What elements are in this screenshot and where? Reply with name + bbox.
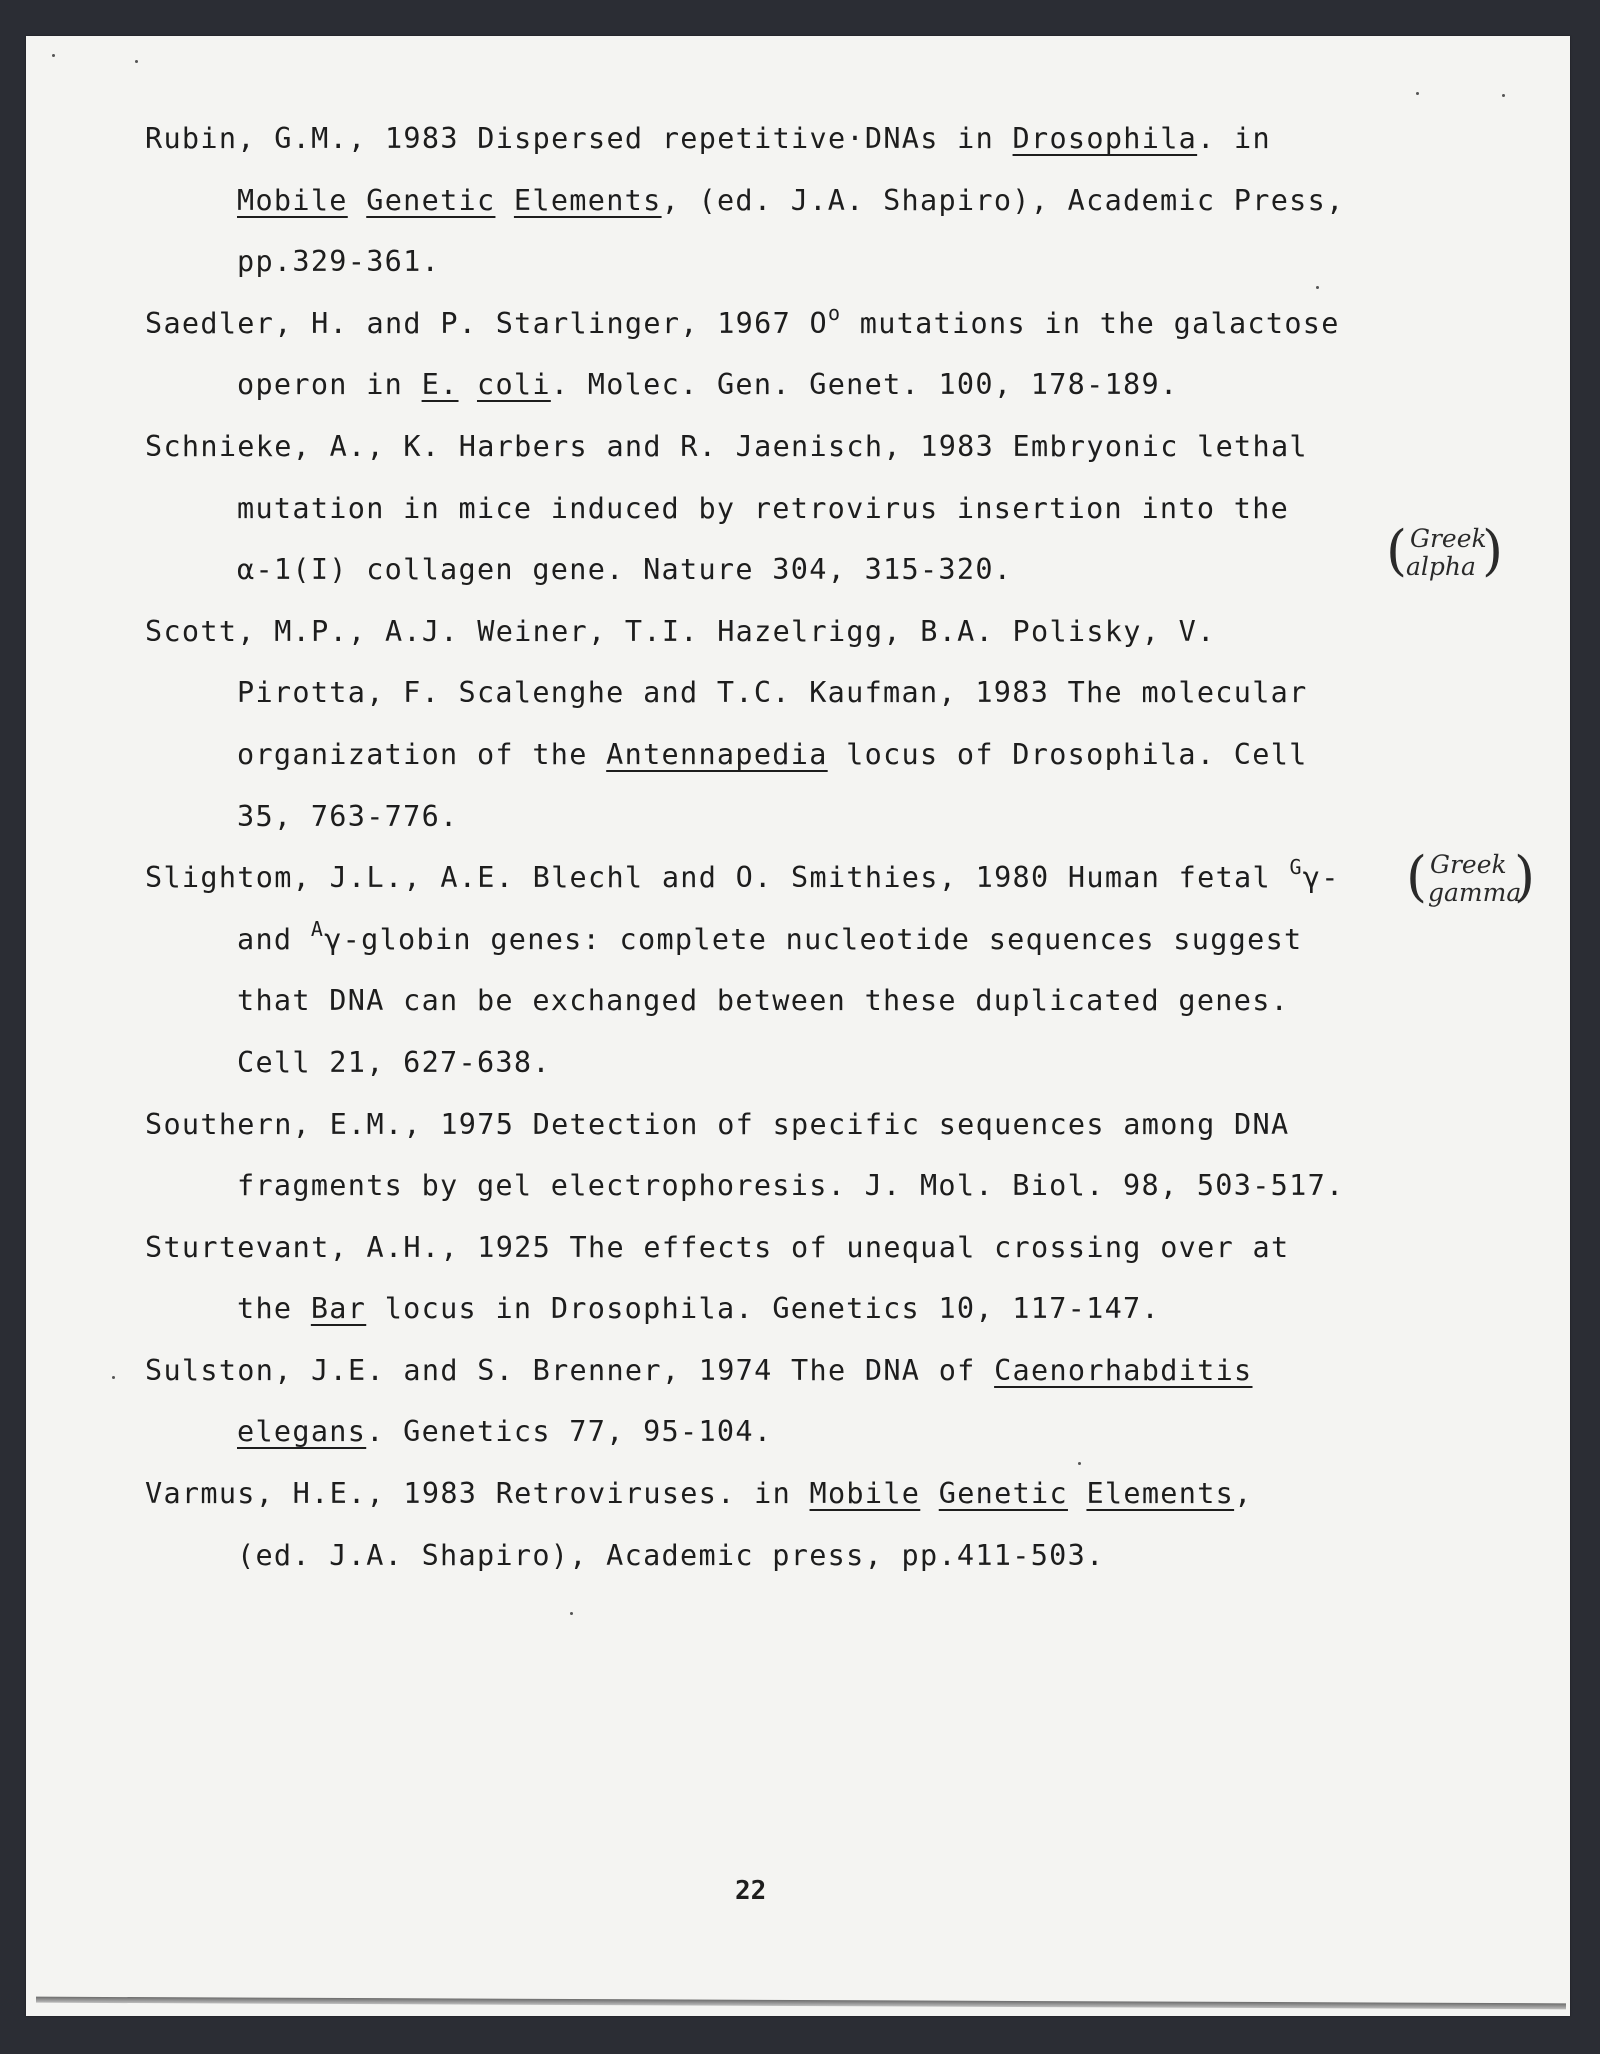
reference-text: Cell 21, 627-638. — [237, 1045, 551, 1079]
underlined-title-word: Bar — [310, 1292, 367, 1326]
reference-entry — [145, 293, 1445, 416]
reference-text — [495, 184, 513, 217]
reference-first-line — [145, 108, 1445, 170]
reference-text: Southern, E.M., 1975 Detection of specific sequences among DNA — [145, 1107, 1290, 1141]
underlined-title-word: Caenorhabditis — [994, 1353, 1253, 1387]
reference-text: Scott, M.P., A.J. Weiner, T.I. Hazelrigg, B.A. Polisky, V. — [145, 614, 1216, 648]
underlined-title-word: E. — [421, 368, 459, 402]
reference-continuation-line — [145, 909, 1445, 971]
reference-continuation-line — [145, 539, 1445, 601]
reference-continuation-line — [145, 970, 1445, 1032]
underlined-title-word: Drosophila — [1012, 122, 1198, 155]
reference-continuation-line — [145, 1278, 1445, 1340]
reference-first-line — [145, 1217, 1445, 1279]
note-paren-left: ( — [1386, 519, 1408, 582]
reference-entry — [145, 847, 1445, 1093]
reference-first-line — [145, 1463, 1445, 1525]
superscript: G — [1289, 855, 1303, 880]
reference-text — [1068, 1477, 1086, 1510]
reference-entry — [145, 1094, 1445, 1217]
reference-text — [459, 368, 477, 401]
reference-text: Sulston, J.E. and S. Brenner, 1974 The DNA of — [145, 1353, 995, 1387]
reference-continuation-line — [145, 786, 1445, 848]
reference-entry — [145, 1217, 1445, 1340]
reference-text: Slightom, J.L., A.E. Blechl and O. Smithies, 1980 Human fetal — [145, 861, 1290, 895]
superscript: o — [827, 300, 842, 325]
reference-continuation-line — [145, 231, 1445, 293]
reference-continuation-line — [145, 1032, 1445, 1094]
reference-entry — [145, 1463, 1445, 1586]
reference-text: γ- — [1302, 861, 1340, 895]
note-gamma-line1: Greek — [1430, 850, 1507, 879]
reference-first-line — [145, 416, 1445, 478]
paper-speck — [52, 54, 55, 57]
reference-text: Varmus, H.E., 1983 Retroviruses. in — [145, 1477, 810, 1511]
underlined-title-word: Elements — [513, 183, 662, 217]
reference-text: Pirotta, F. Scalenghe and T.C. Kaufman, 1983 The molecular — [237, 676, 1308, 710]
reference-continuation-line — [145, 354, 1445, 416]
reference-text: fragments by gel electrophoresis. J. Mol. Biol. 98, 503-517. — [237, 1169, 1345, 1203]
reference-first-line — [145, 293, 1445, 355]
underlined-title-word: Antennapedia — [606, 737, 828, 771]
reference-text: Rubin, G.M., 1983 Dispersed repetitive·DNAs in — [145, 122, 1013, 155]
note-alpha-line1: Greek — [1410, 524, 1487, 553]
paper-speck — [1416, 92, 1419, 95]
reference-first-line — [145, 601, 1445, 663]
reference-text: (ed. J.A. Shapiro), Academic press, pp.411-503. — [237, 1538, 1105, 1572]
reference-continuation-line — [145, 662, 1445, 724]
paper-speck — [1078, 1462, 1081, 1465]
reference-text: organization of the — [237, 737, 607, 771]
reference-text: . Molec. Gen. Genet. 100, 178-189. — [550, 368, 1179, 402]
note-gamma-line2: gamma — [1428, 878, 1522, 907]
reference-entry — [145, 601, 1445, 847]
reference-text: . Genetics 77, 95-104. — [366, 1415, 773, 1449]
reference-text: that DNA can be exchanged between these duplicated genes. — [237, 984, 1290, 1018]
reference-text — [920, 1477, 938, 1510]
reference-text: the — [237, 1292, 311, 1326]
underlined-title-word: Elements — [1086, 1477, 1235, 1511]
paper-speck — [1502, 94, 1505, 97]
note-paren-right: ) — [1482, 519, 1504, 582]
reference-continuation-line — [145, 1155, 1445, 1217]
reference-text: Saedler, H. and P. Starlinger, 1967 O — [145, 306, 828, 340]
reference-first-line — [145, 847, 1445, 909]
reference-text: , (ed. J.A. Shapiro), Academic Press, — [661, 183, 1345, 217]
note-paren-right: ) — [1514, 845, 1536, 908]
underlined-title-word: Genetic — [938, 1477, 1068, 1511]
reference-first-line — [145, 1094, 1445, 1156]
note-paren-left: ( — [1406, 845, 1428, 908]
note-alpha-line2: alpha — [1406, 552, 1476, 581]
reference-text: Schnieke, A., K. Harbers and R. Jaenisch, 1983 Embryonic lethal — [145, 429, 1308, 463]
reference-text: locus in Drosophila. Genetics 10, 117-147. — [366, 1292, 1160, 1326]
reference-list — [145, 108, 1445, 1586]
reference-entry — [145, 1340, 1445, 1463]
reference-continuation-line — [145, 478, 1445, 540]
underlined-title-word: Mobile — [809, 1477, 921, 1511]
underlined-title-word: Genetic — [366, 183, 496, 217]
superscript: A — [310, 916, 325, 941]
paper-speck — [135, 60, 138, 63]
reference-continuation-line — [145, 724, 1445, 786]
page-number: 22 — [735, 1876, 767, 1906]
underlined-title-word: coli — [476, 368, 551, 402]
reference-text: γ-globin genes: complete nucleotide sequences suggest — [324, 922, 1303, 956]
paper-speck — [112, 1376, 115, 1379]
reference-text: locus of Drosophila. Cell — [827, 737, 1308, 771]
underlined-title-word: Mobile — [237, 183, 348, 217]
reference-continuation-line — [145, 1525, 1445, 1587]
reference-text: Sturtevant, A.H., 1925 The effects of unequal crossing over at — [145, 1230, 1290, 1264]
underlined-title-word: elegans — [237, 1415, 367, 1449]
reference-text: mutation in mice induced by retrovirus insertion into the — [237, 491, 1290, 525]
reference-entry — [145, 108, 1445, 293]
reference-first-line — [145, 1340, 1445, 1402]
paper-speck — [1316, 286, 1319, 289]
reference-text: pp.329-361. — [237, 245, 441, 279]
reference-continuation-line — [145, 1401, 1445, 1463]
reference-text: mutations in the galactose — [841, 306, 1340, 340]
paper-speck — [570, 1612, 573, 1615]
reference-text: . in — [1197, 122, 1271, 155]
reference-text: α-1(I) collagen gene. Nature 304, 315-320. — [237, 553, 1013, 587]
reference-text — [348, 184, 366, 217]
reference-text: and — [237, 922, 311, 956]
reference-text: operon in — [237, 368, 422, 402]
reference-continuation-line — [145, 170, 1445, 232]
reference-text: 35, 763-776. — [237, 799, 459, 833]
reference-text: , — [1234, 1477, 1253, 1511]
reference-entry — [145, 416, 1445, 601]
